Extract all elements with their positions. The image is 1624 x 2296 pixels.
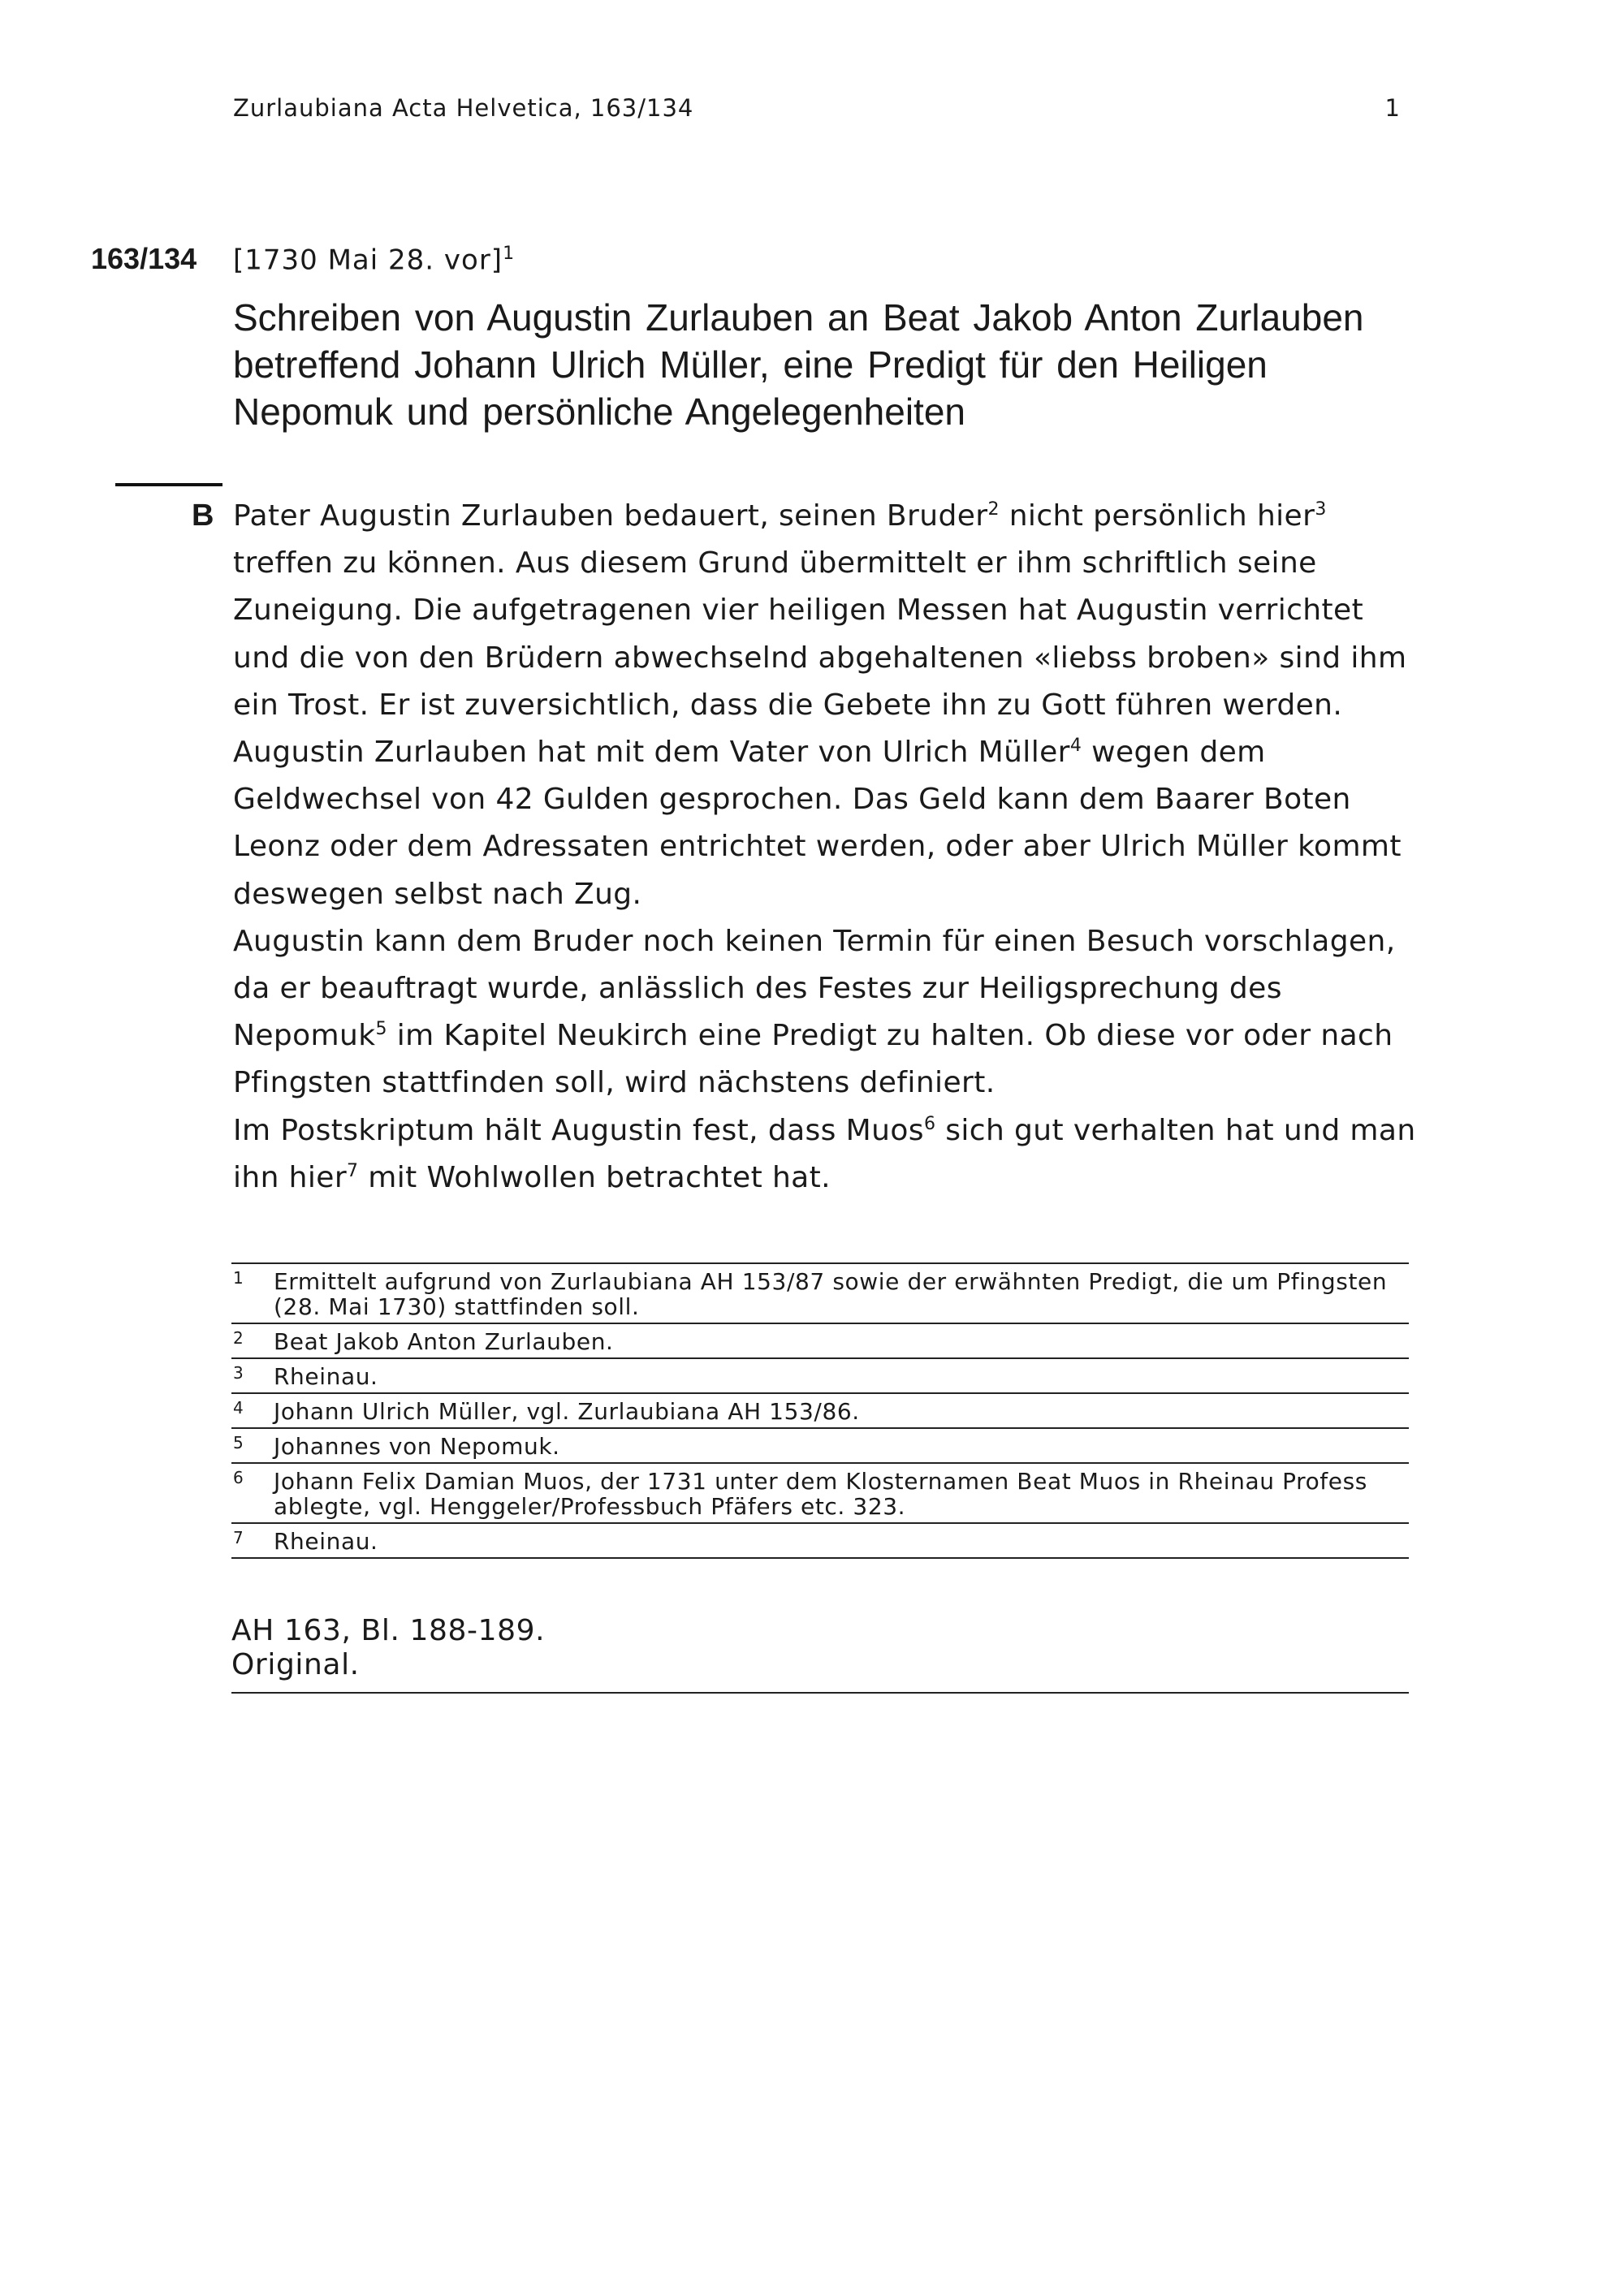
footnote [231, 1262, 1409, 1323]
page-number: 1 [1384, 94, 1400, 122]
footnote-ref[interactable]: 3 [1315, 499, 1327, 520]
footnote-ref[interactable]: 4 [1069, 736, 1082, 757]
footnote [231, 1392, 1409, 1427]
footnote [231, 1462, 1409, 1522]
paragraph: Augustin Zurlauben hat mit dem Vater von Ulrich Müller$^4$ wegen dem Geldwechsel von 42 Gulden gesprochen. Das Geld kann dem Baarer Boten Leonz oder dem Adressaten entrichtet werden, oder aber Ulrich Müller kommt deswegen selbst nach Zug. [233, 736, 1402, 911]
footnote-number: 6 [233, 1468, 244, 1487]
footnote-text: Rheinau. [274, 1528, 378, 1555]
footnote [231, 1427, 1409, 1462]
footnote [231, 1323, 1409, 1357]
footnote [231, 1357, 1409, 1392]
footnote-ref[interactable]: 1 [503, 244, 516, 264]
paragraph: Pater Augustin Zurlauben bedauert, seinen Bruder$^2$ nicht persönlich hier$^3$ treffen zu können. Aus diesem Grund übermittelt er ihm schriftlich seine Zuneigung. Die aufgetragenen vier heiligen Messen hat Augustin verrichtet und die von den Brüdern abwechselnd abgehaltenen «liebss broben» sind ihm ein Trost. Er ist zuversichtlich, dass die Gebete ihn zu Gott führen werden. [233, 499, 1407, 722]
footnote-text: Ermittelt aufgrund von Zurlaubiana AH 153/87 sowie der erwähnten Predigt, die um Pfingsten (28. Mai 1730) stattfinden soll. [274, 1268, 1388, 1320]
footnote-ref[interactable]: 6 [923, 1113, 936, 1134]
footnote-number: 3 [233, 1363, 244, 1383]
paragraph: Augustin kann dem Bruder noch keinen Termin für einen Besuch vorschlagen, da er beauftragt wurde, anlässlich des Festes zur Heiligsprechung des Nepomuk$^5$ im Kapitel Neukirch eine Predigt zu halten. Ob diese vor oder nach Pfingsten stattfinden soll, wird nächstens definiert. [233, 924, 1396, 1100]
document-title: Schreiben von Augustin Zurlauben an Beat Jakob Anton Zurlauben betreffend Johann Ulrich Müller, eine Predigt für den Heiligen Nepomuk und persönliche Angelegenheiten [233, 296, 1364, 433]
footnote-text: Johann Felix Damian Muos, der 1731 unter dem Klosternamen Beat Muos in Rheinau Profess ablegte, vgl. Henggeler/Professbuch Pfäfers etc. 323. [274, 1468, 1367, 1520]
source-type: Original. [231, 1648, 360, 1681]
paragraph: Im Postskriptum hält Augustin fest, dass Muos$^6$ sich gut verhalten hat und man ihn hier$^7$ mit Wohlwollen betrachtet hat. [233, 1113, 1416, 1194]
footnote-ref[interactable]: 2 [987, 499, 1000, 520]
footnote-ref[interactable]: 7 [347, 1160, 359, 1181]
footnote-number: 1 [233, 1268, 244, 1288]
summary-text [233, 493, 1419, 1202]
footnote-text: Johann Ulrich Müller, vgl. Zurlaubiana AH 153/86. [274, 1398, 860, 1425]
footnote-number: 4 [233, 1398, 244, 1418]
footnote-text: Rheinau. [274, 1363, 378, 1390]
footnote-ref[interactable]: 5 [375, 1019, 387, 1040]
source-reference [231, 1614, 1409, 1694]
document-date [233, 244, 515, 276]
footnotes-end-rule [231, 1557, 1409, 1559]
footnote [231, 1522, 1409, 1557]
footnotes [231, 1262, 1409, 1559]
document-id: 163/134 [91, 242, 197, 275]
section-marker: B [192, 498, 214, 533]
footnote-number: 2 [233, 1328, 244, 1348]
running-header-title: Zurlaubiana Acta Helvetica, 163/134 [233, 94, 694, 122]
source-shelfmark: AH 163, Bl. 188-189. [231, 1614, 546, 1647]
footnote-number: 7 [233, 1528, 244, 1547]
section-divider [115, 483, 222, 486]
footnote-number: 5 [233, 1433, 244, 1452]
footnote-text: Beat Jakob Anton Zurlauben. [274, 1328, 614, 1355]
date-text: [1730 Mai 28. vor] [233, 244, 503, 277]
footnote-text: Johannes von Nepomuk. [274, 1433, 560, 1460]
